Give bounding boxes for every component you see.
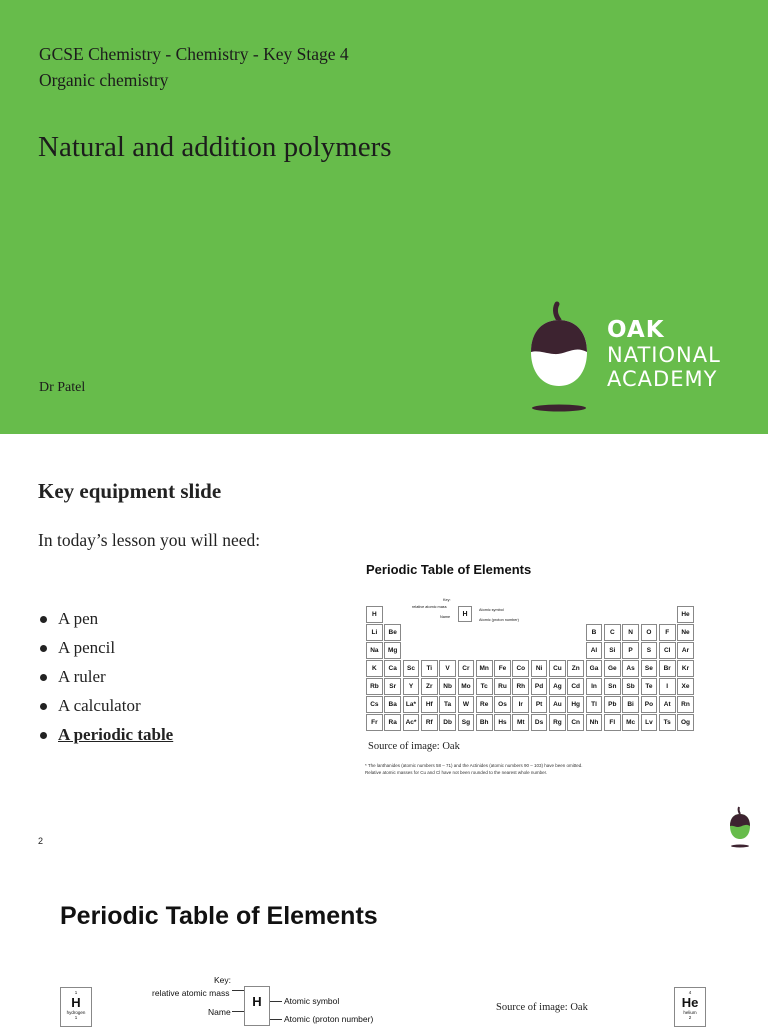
key-mass-label: relative atomic mass (412, 605, 447, 609)
key-mass-label-large: relative atomic mass (152, 988, 230, 998)
element-cell-tc: Tc (476, 678, 493, 695)
element-cell-sb: Sb (622, 678, 639, 695)
element-cell-ar: Ar (677, 642, 694, 659)
element-cell-k: K (366, 660, 383, 677)
key-cell-large: H (244, 986, 270, 1026)
equipment-slide (0, 434, 768, 864)
element-cell-db: Db (439, 714, 456, 731)
page-number: 2 (38, 836, 44, 846)
element-cell-w: W (458, 696, 475, 713)
element-cell-y: Y (403, 678, 420, 695)
element-cell-ds: Ds (531, 714, 548, 731)
element-cell-fe: Fe (494, 660, 511, 677)
element-cell-at: At (659, 696, 676, 713)
element-cell-rg: Rg (549, 714, 566, 731)
course-line: GCSE Chemistry - Chemistry - Key Stage 4 (39, 44, 349, 64)
acorn-logo-icon (524, 300, 594, 415)
element-cell-sr: Sr (384, 678, 401, 695)
element-cell-tl: Tl (586, 696, 603, 713)
element-cell-al: Al (586, 642, 603, 659)
element-cell-p: P (622, 642, 639, 659)
lesson-title: Natural and addition polymers (38, 131, 392, 163)
hydrogen-number: 1 (74, 1015, 78, 1020)
key-symbol-label-large: Atomic symbol (284, 996, 340, 1006)
element-cell-sc: Sc (403, 660, 420, 677)
intro-text: In today’s lesson you will need: (38, 530, 261, 550)
element-cell-cl: Cl (659, 642, 676, 659)
element-cell-og: Og (677, 714, 694, 731)
acorn-small-icon (728, 806, 752, 848)
element-cell-br: Br (659, 660, 676, 677)
list-item: A pencil (40, 638, 173, 667)
element-cell-kr: Kr (677, 660, 694, 677)
periodic-table-slide (44, 872, 712, 1032)
helium-number: 2 (688, 1015, 692, 1020)
equipment-list (40, 609, 173, 754)
helium-name: helium (683, 1010, 697, 1015)
element-cell-cr: Cr (458, 660, 475, 677)
helium-symbol: He (681, 995, 699, 1010)
element-cell-pt: Pt (531, 696, 548, 713)
element-cell-be: Be (384, 624, 401, 641)
element-cell-he: He (677, 606, 694, 623)
element-cell-s: S (641, 642, 658, 659)
element-cell-sn: Sn (604, 678, 621, 695)
periodic-table-title-large: Periodic Table of Elements (60, 902, 378, 930)
list-item: A pen (40, 609, 173, 638)
key-arrow-mass (232, 990, 244, 991)
element-cell-re: Re (476, 696, 493, 713)
key-label-large: Key: (214, 975, 232, 985)
hydrogen-cell (60, 987, 92, 1027)
key-label: Key: (443, 598, 451, 602)
element-cell-ra: Ra (384, 714, 401, 731)
element-cell-rh: Rh (512, 678, 529, 695)
element-cell-c: C (604, 624, 621, 641)
element-cell-ni: Ni (531, 660, 548, 677)
periodic-table-title: Periodic Table of Elements (366, 562, 532, 577)
element-cell-rb: Rb (366, 678, 383, 695)
hydrogen-name: hydrogen (66, 1010, 86, 1015)
helium-mass: 4 (688, 990, 692, 995)
unit-line: Organic chemistry (39, 70, 169, 90)
key-name-label-large: Name (208, 1007, 231, 1017)
key-arrow-number (270, 1019, 282, 1020)
element-cell-cd: Cd (567, 678, 584, 695)
element-cell-cn: Cn (567, 714, 584, 731)
element-cell-xe: Xe (677, 678, 694, 695)
element-cell-rf: Rf (421, 714, 438, 731)
element-cell-cs: Cs (366, 696, 383, 713)
key-number-label-large: Atomic (proton number) (284, 1014, 374, 1024)
key-symbol-label: Atomic symbol (479, 608, 504, 612)
element-cell-si: Si (604, 642, 621, 659)
helium-cell (674, 987, 706, 1027)
element-cell-mg: Mg (384, 642, 401, 659)
element-cell-te: Te (641, 678, 658, 695)
element-cell-in: In (586, 678, 603, 695)
element-cell-zr: Zr (421, 678, 438, 695)
element-cell-ne: Ne (677, 624, 694, 641)
element-cell-bi: Bi (622, 696, 639, 713)
element-cell-ga: Ga (586, 660, 603, 677)
hydrogen-mass: 1 (74, 990, 78, 995)
title-slide (0, 0, 768, 434)
element-cell-v: V (439, 660, 456, 677)
logo-national: NATIONAL (607, 343, 721, 367)
element-cell-b: B (586, 624, 603, 641)
element-cell-sg: Sg (458, 714, 475, 731)
element-cell-li: Li (366, 624, 383, 641)
element-cell-mt: Mt (512, 714, 529, 731)
logo-academy: ACADEMY (607, 367, 718, 391)
key-cell: H (458, 606, 472, 622)
element-cell-pd: Pd (531, 678, 548, 695)
element-cell-n: N (622, 624, 639, 641)
element-cell-hg: Hg (567, 696, 584, 713)
element-cell-ti: Ti (421, 660, 438, 677)
element-cell-ge: Ge (604, 660, 621, 677)
element-cell-na: Na (366, 642, 383, 659)
element-cell-au: Au (549, 696, 566, 713)
element-cell-hf: Hf (421, 696, 438, 713)
key-number-label: Atomic (proton number) (479, 618, 519, 622)
list-item: A periodic table (40, 725, 173, 754)
key-name-label: Name (440, 615, 451, 619)
element-cell-mn: Mn (476, 660, 493, 677)
element-cell-as: As (622, 660, 639, 677)
element-cell-bh: Bh (476, 714, 493, 731)
element-cell-hs: Hs (494, 714, 511, 731)
logo-oak: OAK (607, 317, 665, 343)
element-cell-nh: Nh (586, 714, 603, 731)
element-cell-ca: Ca (384, 660, 401, 677)
author-name: Dr Patel (39, 380, 86, 395)
image-source-large: Source of image: Oak (496, 1002, 588, 1013)
element-cell-o: O (641, 624, 658, 641)
element-cell-ts: Ts (659, 714, 676, 731)
element-cell-rn: Rn (677, 696, 694, 713)
key-arrow-symbol (270, 1001, 282, 1002)
element-cell-fr: Fr (366, 714, 383, 731)
element-cell-se: Se (641, 660, 658, 677)
element-cell-ta: Ta (439, 696, 456, 713)
slide-heading: Key equipment slide (38, 479, 222, 503)
key-arrow-name (232, 1011, 244, 1012)
element-cell-la: La* (403, 696, 420, 713)
element-cell-ag: Ag (549, 678, 566, 695)
footnote-omitted: * The lanthanides (atomic numbers 58 – 71) and the Actinides (atomic numbers 90 – 103) have been omitted. (365, 763, 583, 768)
element-cell-pb: Pb (604, 696, 621, 713)
element-cell-mc: Mc (622, 714, 639, 731)
element-cell-h: H (366, 606, 383, 623)
element-cell-mo: Mo (458, 678, 475, 695)
element-cell-f: F (659, 624, 676, 641)
hydrogen-symbol: H (71, 995, 81, 1010)
element-cell-os: Os (494, 696, 511, 713)
element-cell-cu: Cu (549, 660, 566, 677)
element-cell-zn: Zn (567, 660, 584, 677)
element-cell-nb: Nb (439, 678, 456, 695)
list-item: A ruler (40, 667, 173, 696)
element-cell-ru: Ru (494, 678, 511, 695)
element-cell-co: Co (512, 660, 529, 677)
image-source: Source of image: Oak (368, 741, 460, 752)
element-cell-i: I (659, 678, 676, 695)
list-item: A calculator (40, 696, 173, 725)
element-cell-ba: Ba (384, 696, 401, 713)
element-cell-fl: Fl (604, 714, 621, 731)
element-cell-ir: Ir (512, 696, 529, 713)
element-cell-po: Po (641, 696, 658, 713)
footnote-rounding: Relative atomic masses for Cu and Cl have not been rounded to the nearest whole number. (365, 770, 548, 775)
element-cell-lv: Lv (641, 714, 658, 731)
element-cell-ac: Ac* (403, 714, 420, 731)
